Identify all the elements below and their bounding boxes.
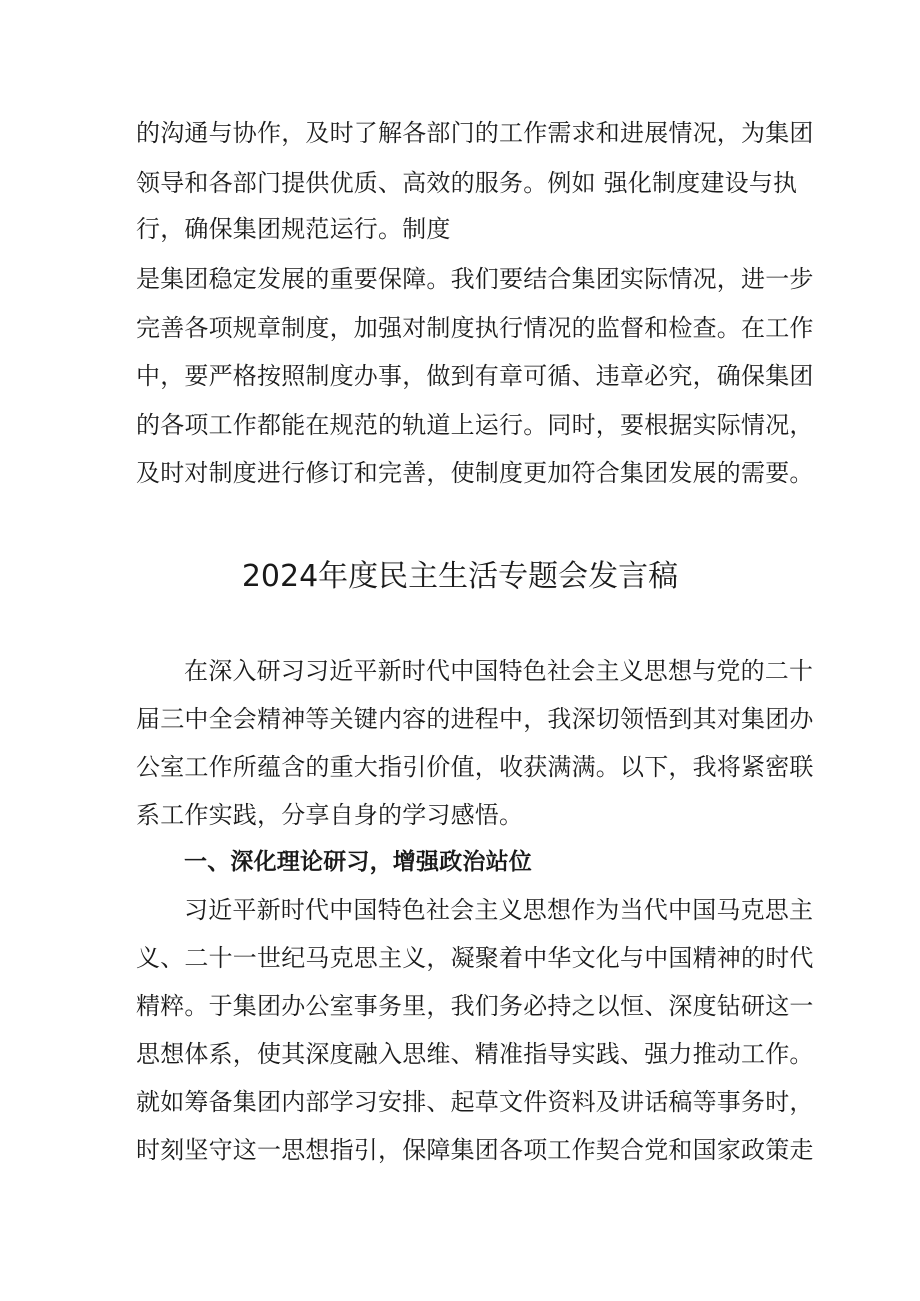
paragraph-line: 完善各项规章制度，加强对制度执行情况的监督和检查。在工作	[136, 314, 814, 342]
document-title: 2024年度民主生活专题会发言稿	[241, 559, 679, 594]
paragraph-line: 时刻坚守这一思想指引，保障集团各项工作契合党和国家政策走	[136, 1136, 814, 1164]
paragraph-line: 的沟通与协作，及时了解各部门的工作需求和进展情况，为集团	[136, 119, 814, 147]
paragraph-line: 就如筹备集团内部学习安排、起草文件资料及讲话稿等事务时，	[136, 1088, 814, 1116]
section-heading: 一、深化理论研习，增强政治站位	[184, 849, 532, 875]
paragraph-line: 精粹。于集团办公室事务里，我们务必持之以恒、深度钻研这一	[136, 992, 814, 1020]
paragraph-line: 在深入研习习近平新时代中国特色社会主义思想与党的二十	[184, 657, 814, 685]
paragraph-line: 中，要严格按照制度办事，做到有章可循、违章必究，确保集团	[136, 362, 814, 390]
paragraph-line: 思想体系，使其深度融入思维、精准指导实践、强力推动工作。	[136, 1040, 814, 1068]
paragraph-line: 公室工作所蕴含的重大指引价值，收获满满。以下，我将紧密联	[136, 753, 814, 781]
paragraph-line: 的各项工作都能在规范的轨道上运行。同时，要根据实际情况，	[136, 411, 814, 439]
paragraph-line: 系工作实践，分享自身的学习感悟。	[136, 801, 524, 829]
paragraph-line: 领导和各部门提供优质、高效的服务。例如 强化制度建设与执	[136, 169, 798, 197]
paragraph-line: 习近平新时代中国特色社会主义思想作为当代中国马克思主	[184, 896, 814, 924]
paragraph-line: 及时对制度进行修订和完善，使制度更加符合集团发展的需要。	[136, 459, 814, 487]
paragraph-line: 义、二十一世纪马克思主义，凝聚着中华文化与中国精神的时代	[136, 944, 814, 972]
paragraph-line: 届三中全会精神等关键内容的进程中，我深切领悟到其对集团办	[136, 705, 814, 733]
paragraph-line: 行，确保集团规范运行。制度	[136, 215, 451, 243]
paragraph-line: 是集团稳定发展的重要保障。我们要结合集团实际情况，进一步	[136, 265, 814, 293]
